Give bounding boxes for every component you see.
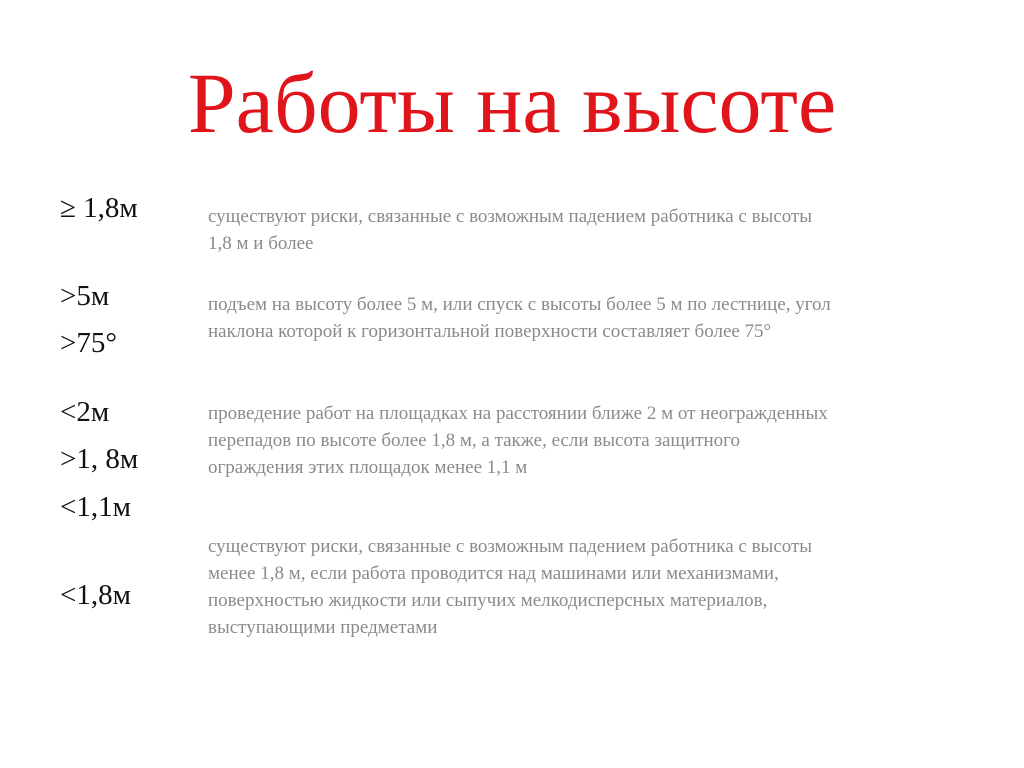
description-line: менее 1,8 м, если работа проводится над машинами или механизмами,	[208, 563, 779, 584]
height-label: <1,8м	[60, 579, 131, 611]
description-line: поверхностью жидкости или сыпучих мелкодисперсных материалов,	[208, 590, 768, 611]
description-line: ограждения этих площадок менее 1,1 м	[208, 457, 528, 478]
fence-height-label: <1,1м	[60, 491, 131, 523]
height-label: >1, 8м	[60, 443, 139, 475]
row-description	[208, 203, 968, 257]
description-line: подъем на высоту более 5 м, или спуск с высоты более 5 м по лестнице, угол	[208, 294, 831, 315]
row-description	[208, 400, 968, 481]
description-line: наклона которой к горизонтальной поверхности составляет более 75°	[208, 321, 772, 342]
row-description	[208, 533, 968, 641]
row-description	[208, 291, 968, 345]
height-label: >5м	[60, 280, 110, 312]
description-line: выступающими предметами	[208, 617, 438, 638]
height-label: ≥ 1,8м	[60, 192, 138, 224]
angle-label: >75°	[60, 327, 117, 359]
slide-title: Работы на высоте	[187, 55, 837, 151]
description-line: существуют риски, связанные с возможным падением работника с высоты	[208, 536, 813, 557]
description-line: 1,8 м и более	[208, 233, 314, 254]
distance-label: <2м	[60, 396, 110, 428]
description-line: существуют риски, связанные с возможным падением работника с высоты	[208, 206, 813, 227]
description-line: проведение работ на площадках на расстоянии ближе 2 м от неогражденных	[208, 403, 828, 424]
description-line: перепадов по высоте более 1,8 м, а также, если высота защитного	[208, 430, 740, 451]
